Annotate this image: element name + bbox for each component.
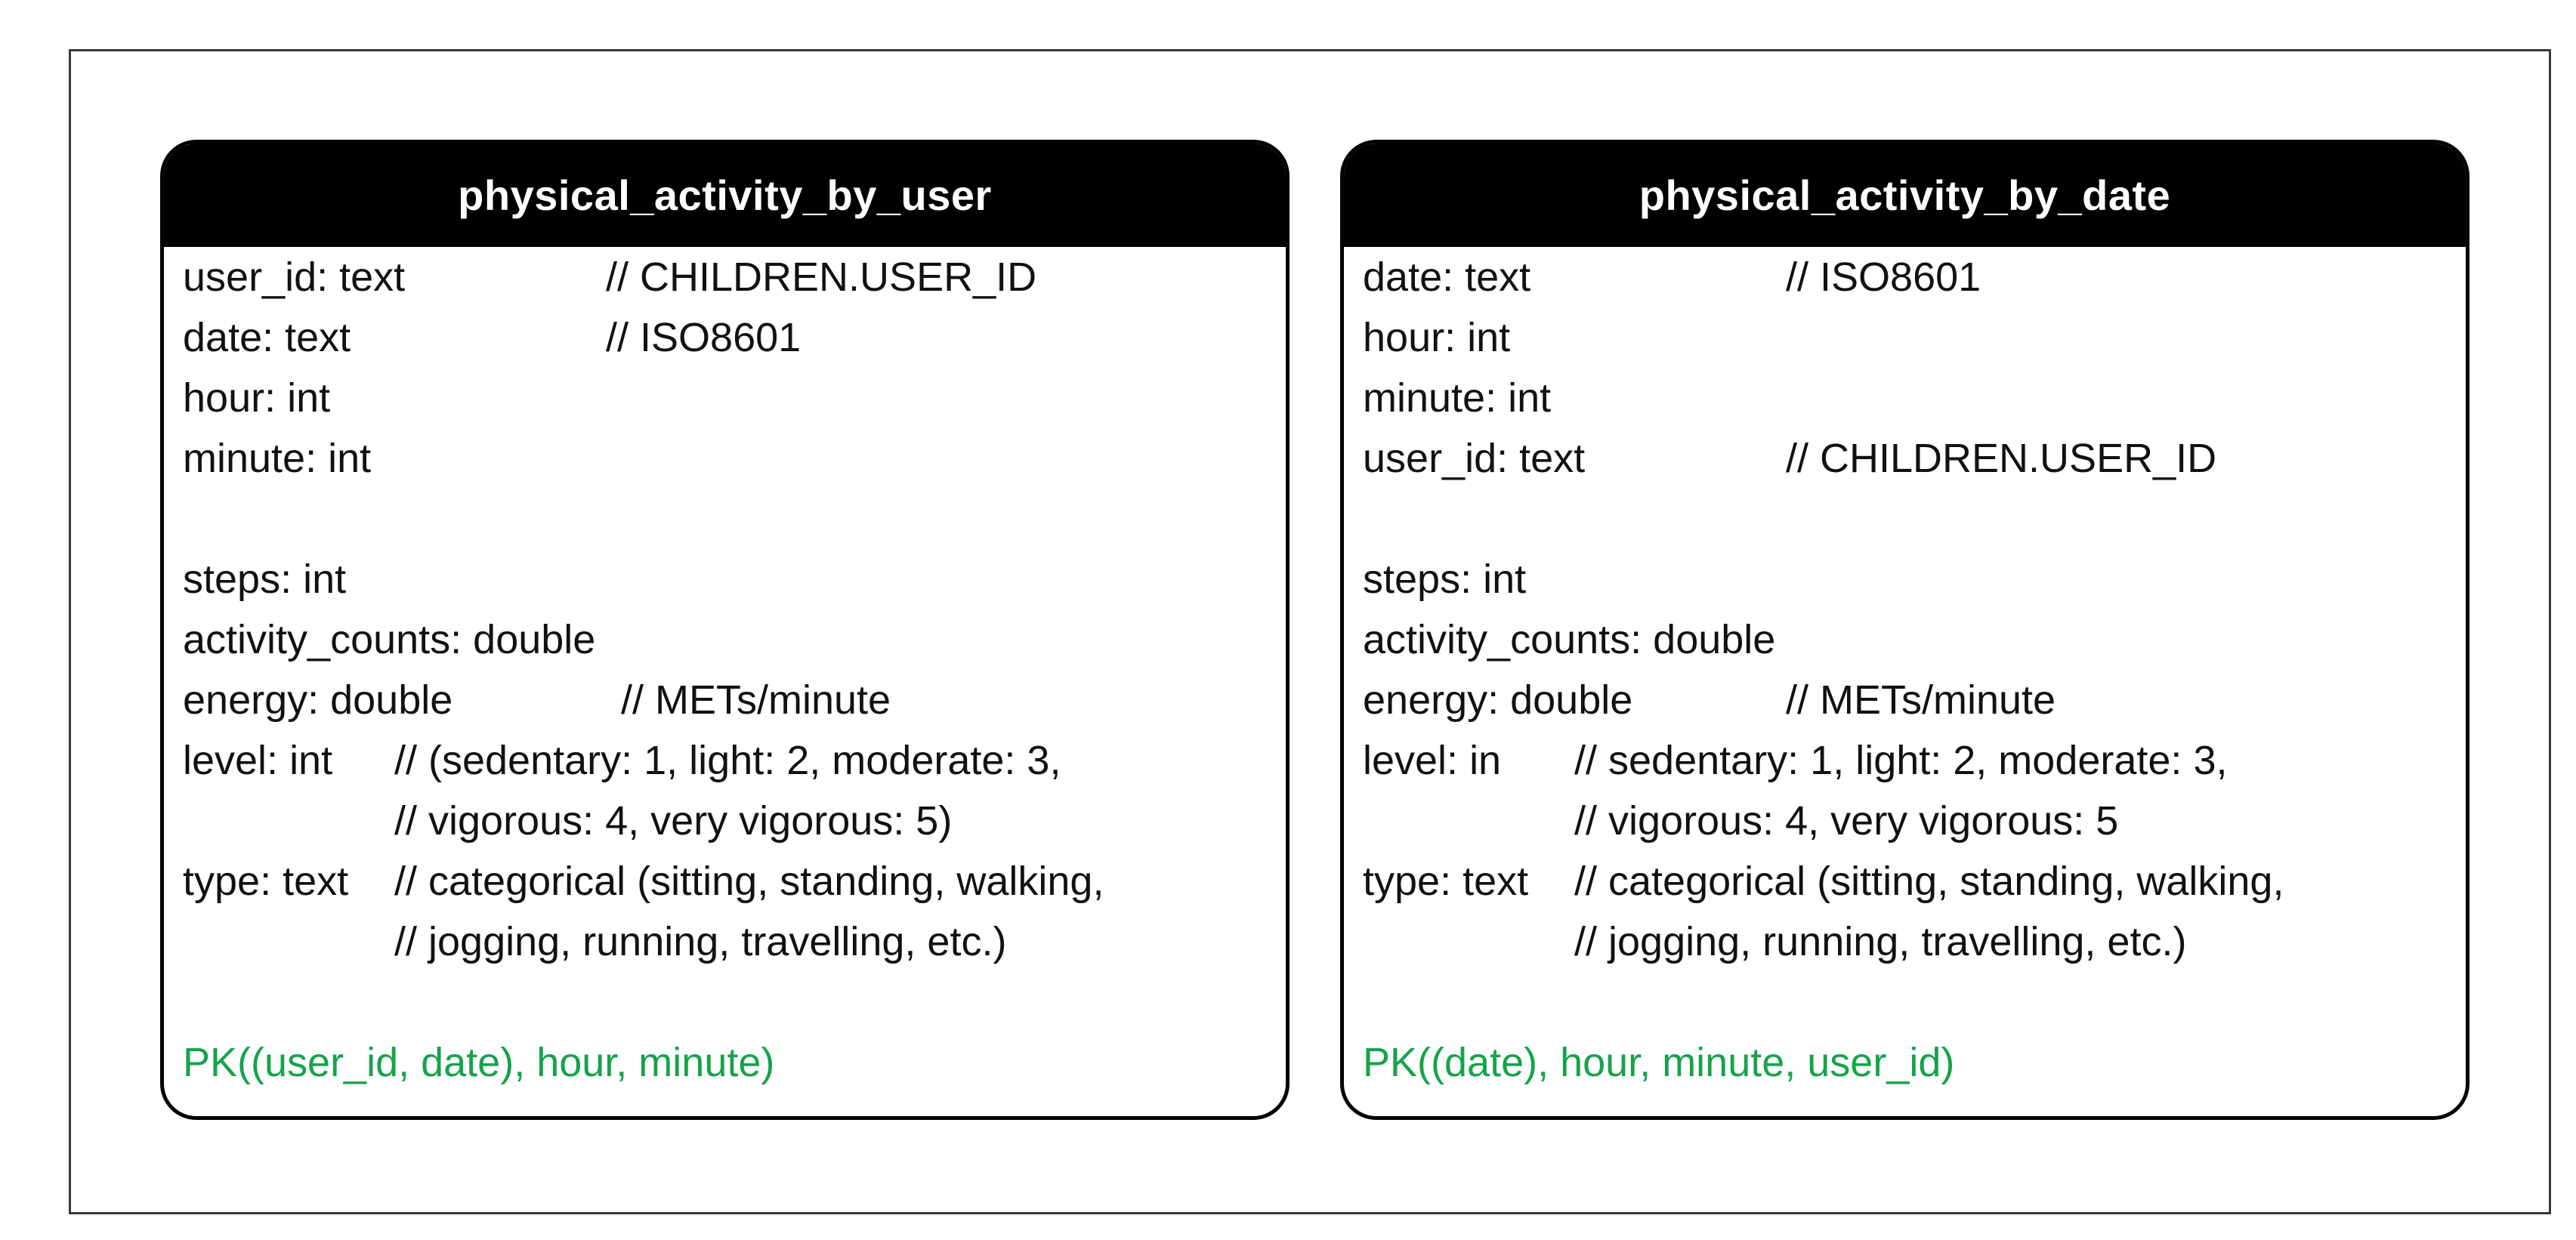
table-physical-activity-by-user: [160, 140, 1290, 1120]
field-comment: // CHILDREN.USER_ID: [1786, 436, 2217, 481]
table-title: physical_activity_by_user: [164, 143, 1286, 247]
field-definition: hour: int: [183, 375, 331, 421]
field-comment: // ISO8601: [1786, 254, 1981, 300]
primary-key: PK((user_id, date), hour, minute): [183, 1040, 775, 1085]
field-definition: minute: int: [1363, 375, 1552, 421]
field-definition: date: text: [1363, 254, 1531, 300]
field-definition: type: text: [183, 859, 349, 904]
field-definition: hour: int: [1363, 315, 1511, 360]
field-comment: // METs/minute: [621, 677, 891, 723]
field-definition: minute: int: [183, 436, 372, 481]
field-definition: energy: double: [1363, 677, 1633, 723]
field-comment: // jogging, running, travelling, etc.): [1574, 919, 2187, 964]
field-definition: level: int: [183, 738, 333, 783]
field-definition: energy: double: [183, 677, 453, 723]
field-comment: // vigorous: 4, very vigorous: 5: [1574, 798, 2119, 844]
field-definition: user_id: text: [183, 254, 406, 300]
field-comment: // categorical (sitting, standing, walking,: [394, 859, 1104, 904]
field-comment: // sedentary: 1, light: 2, moderate: 3,: [1574, 738, 2228, 783]
field-comment: // jogging, running, travelling, etc.): [394, 919, 1007, 964]
field-comment: // categorical (sitting, standing, walking,: [1574, 859, 2284, 904]
field-definition: type: text: [1363, 859, 1529, 904]
field-comment: // (sedentary: 1, light: 2, moderate: 3,: [394, 738, 1061, 783]
field-comment: // METs/minute: [1786, 677, 2056, 723]
field-definition: user_id: text: [1363, 436, 1586, 481]
primary-key: PK((date), hour, minute, user_id): [1363, 1040, 1955, 1085]
field-comment: // vigorous: 4, very vigorous: 5): [394, 798, 953, 844]
field-definition: steps: int: [183, 557, 347, 602]
field-definition: steps: int: [1363, 557, 1527, 602]
table-title: physical_activity_by_date: [1344, 143, 2466, 247]
field-definition: activity_counts: double: [1363, 617, 1776, 662]
table-physical-activity-by-date: [1340, 140, 2469, 1120]
field-definition: level: in: [1363, 738, 1502, 783]
field-definition: date: text: [183, 315, 351, 360]
field-comment: // CHILDREN.USER_ID: [606, 254, 1037, 300]
field-definition: activity_counts: double: [183, 617, 596, 662]
field-comment: // ISO8601: [606, 315, 802, 360]
